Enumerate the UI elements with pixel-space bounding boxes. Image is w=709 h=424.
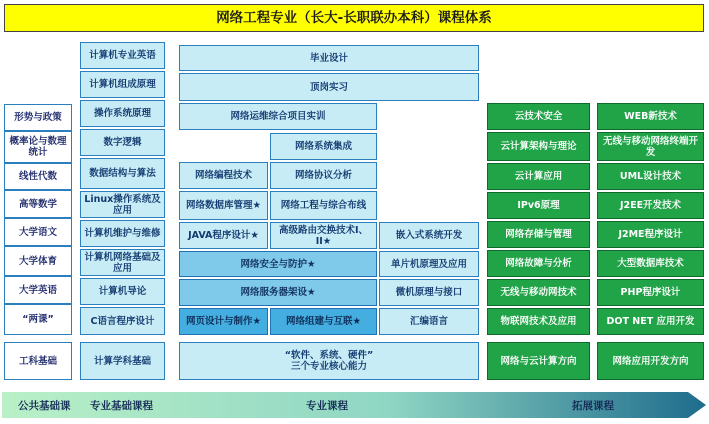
public-course-english: 大学英语 <box>4 276 72 304</box>
arrow-label-spec-base: 专业基础课程 <box>90 400 153 412</box>
ext2-web-new: WEB新技术 <box>597 103 704 130</box>
ext1-cloud-architecture: 云计算架构与理论 <box>487 132 590 161</box>
public-base-foot: 工科基础 <box>4 342 72 380</box>
diagram-title: 网络工程专业（长大-长职联办本科）课程体系 <box>4 4 704 32</box>
major-eng-cabling: 网络工程与综合布线 <box>270 191 377 220</box>
spec-course-linux: Linux操作系统及应用 <box>80 191 165 218</box>
major-net-build: 网络组建与互联★ <box>270 308 377 335</box>
ext1-ipv6: IPv6原理 <box>487 192 590 219</box>
ext2-php: PHP程序设计 <box>597 279 704 306</box>
major-graduation: 毕业设计 <box>179 45 479 71</box>
major-java: JAVA程序设计★ <box>179 222 268 249</box>
major-protocol-analysis: 网络协议分析 <box>270 162 377 189</box>
spec-course-maintenance: 计算机维护与维修 <box>80 220 165 247</box>
major-ops-training: 网络运维综合项目实训 <box>179 103 377 130</box>
major-core-abilities <box>179 342 479 380</box>
ext1-cloud-security: 云技术安全 <box>487 103 590 130</box>
spec-course-os: 操作系统原理 <box>80 100 165 127</box>
major-net-programming: 网络编程技术 <box>179 162 268 189</box>
spec-course-intro: 计算机导论 <box>80 278 165 305</box>
major-core-line-2: 三个专业核心能力 <box>290 361 367 372</box>
ext1-direction: 网络与云计算方向 <box>487 342 590 380</box>
ext1-cloud-application: 云计算应用 <box>487 163 590 190</box>
major-internship: 顶岗实习 <box>179 73 479 101</box>
spec-course-network-basics: 计算机网络基础及应用 <box>80 249 165 276</box>
public-course-linear-algebra: 线性代数 <box>4 163 72 190</box>
major-embedded: 嵌入式系统开发 <box>379 222 479 249</box>
spec-course-data-structures: 数据结构与算法 <box>80 158 165 189</box>
public-course-chinese: 大学语文 <box>4 218 72 246</box>
ext2-uml: UML设计技术 <box>597 163 704 190</box>
ext2-dotnet: DOT NET 应用开发 <box>597 308 704 335</box>
ext2-j2ee: J2EE开发技术 <box>597 192 704 219</box>
major-integration: 网络系统集成 <box>270 133 377 160</box>
ext1-fault-analysis: 网络故障与分析 <box>487 250 590 277</box>
spec-course-digital-logic: 数字逻辑 <box>80 129 165 156</box>
ext2-j2me: J2ME程序设计 <box>597 221 704 248</box>
arrow-label-major: 专业课程 <box>306 400 348 412</box>
ext1-wireless: 无线与移动网技术 <box>487 279 590 306</box>
major-micro: 微机原理与接口 <box>379 279 479 306</box>
ext2-direction: 网络应用开发方向 <box>597 342 704 380</box>
public-course-pe: 大学体育 <box>4 246 72 276</box>
spec-course-english: 计算机专业英语 <box>80 42 165 69</box>
ext2-mobile-dev: 无线与移动网络终端开发 <box>597 132 704 161</box>
public-course-probability: 概率论与数理统计 <box>4 131 72 163</box>
major-db-management: 网络数据库管理★ <box>179 191 268 220</box>
spec-base-foot: 计算学科基础 <box>80 342 165 380</box>
major-web-design: 网页设计与制作★ <box>179 308 268 335</box>
ext1-storage: 网络存储与管理 <box>487 221 590 248</box>
major-mcu: 单片机原理及应用 <box>379 251 479 277</box>
spec-course-c: C语言程序设计 <box>80 307 165 335</box>
major-server: 网络服务器架设★ <box>179 279 377 306</box>
spec-course-organization: 计算机组成原理 <box>80 71 165 98</box>
public-course-politics: “两课” <box>4 304 72 335</box>
arrow-label-extension: 拓展课程 <box>572 400 614 412</box>
ext1-iot: 物联网技术及应用 <box>487 308 590 335</box>
major-routing: 高级路由交换技术I、II★ <box>270 222 377 249</box>
major-assembly: 汇编语言 <box>379 308 479 335</box>
ext2-large-db: 大型数据库技术 <box>597 250 704 277</box>
arrow-label-public: 公共基础课 <box>18 400 71 412</box>
public-course-calculus: 高等数学 <box>4 190 72 218</box>
major-security: 网络安全与防护★ <box>179 251 377 277</box>
major-core-line-1: “软件、系统、硬件” <box>284 350 374 361</box>
public-course-policy: 形势与政策 <box>4 104 72 131</box>
